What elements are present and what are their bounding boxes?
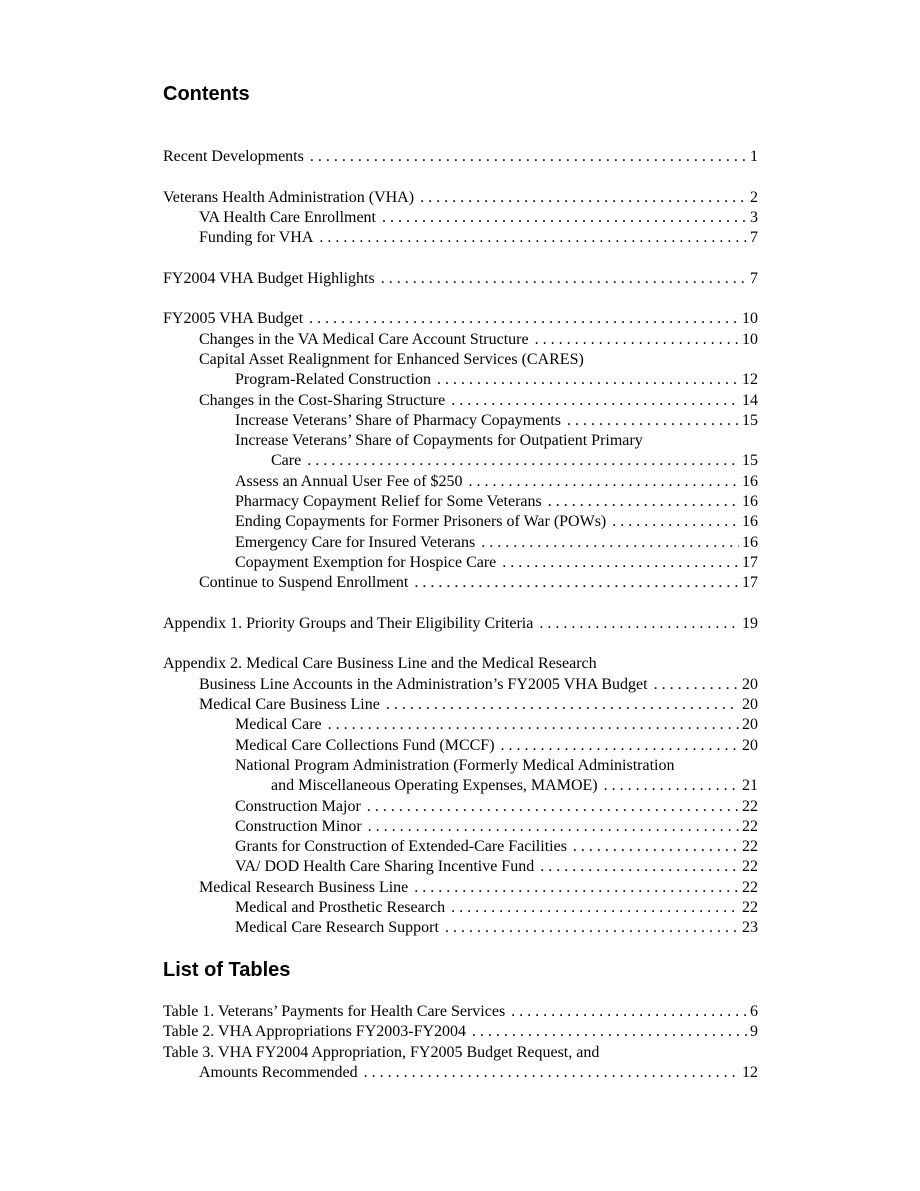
toc-entry[interactable]: Medical Care Research Support . . . 23	[163, 918, 758, 938]
toc-entry[interactable]: Changes in the VA Medical Care Account Structure . . . 10	[163, 330, 758, 350]
toc-entry[interactable]: Veterans Health Administration (VHA) . . . 2	[163, 188, 758, 208]
toc-entry[interactable]: Emergency Care for Insured Veterans . . . 16	[163, 533, 758, 553]
table-entry-continued[interactable]: Table 3. VHA FY2004 Appropriation, FY2005 Budget Request, and	[163, 1043, 600, 1061]
toc-entry[interactable]: Medical Research Business Line . . . 22	[163, 878, 758, 898]
toc-entry[interactable]: Copayment Exemption for Hospice Care . . . 17	[163, 553, 758, 573]
toc-entry[interactable]: Construction Major . . . 22	[163, 797, 758, 817]
toc-entry[interactable]: Medical Care Business Line . . . 20	[163, 695, 758, 715]
toc-entry[interactable]: FY2005 VHA Budget . . . 10	[163, 309, 758, 329]
table-entry[interactable]: Amounts Recommended . . . 12	[163, 1063, 758, 1083]
list-of-tables-heading: List of Tables	[163, 959, 291, 981]
toc-entry[interactable]: Medical Care . . . 20	[163, 715, 758, 735]
toc-entry-continued[interactable]: Increase Veterans’ Share of Copayments for Outpatient Primary	[235, 432, 643, 450]
toc-entry-continued[interactable]: Appendix 2. Medical Care Business Line and the Medical Research	[163, 655, 597, 673]
contents-list	[163, 147, 758, 939]
toc-entry-continued[interactable]: National Program Administration (Formerly Medical Administration	[235, 756, 675, 774]
toc-entry[interactable]: Appendix 1. Priority Groups and Their Eligibility Criteria . . . 19	[163, 614, 758, 634]
toc-entry[interactable]: Recent Developments . . . 1	[163, 147, 758, 167]
toc-entry[interactable]: Business Line Accounts in the Administration’s FY2005 VHA Budget . . . 20	[163, 675, 758, 695]
toc-entry[interactable]: Program-Related Construction . . . 12	[163, 370, 758, 390]
toc-entry[interactable]: Pharmacy Copayment Relief for Some Veterans . . . 16	[163, 492, 758, 512]
toc-entry[interactable]: Medical Care Collections Fund (MCCF) . . . 20	[163, 736, 758, 756]
contents-heading: Contents	[163, 83, 250, 105]
toc-entry[interactable]: Medical and Prosthetic Research . . . 22	[163, 898, 758, 918]
table-entry[interactable]: Table 2. VHA Appropriations FY2003-FY2004 . . . 9	[163, 1022, 758, 1042]
toc-entry[interactable]: Changes in the Cost-Sharing Structure . . . 14	[163, 391, 758, 411]
toc-entry[interactable]: VA Health Care Enrollment . . . 3	[163, 208, 758, 228]
tables-list	[163, 1002, 758, 1083]
toc-entry-continued[interactable]: Capital Asset Realignment for Enhanced Services (CARES)	[199, 350, 584, 368]
toc-entry[interactable]: Continue to Suspend Enrollment . . . 17	[163, 573, 758, 593]
toc-entry[interactable]: Construction Minor . . . 22	[163, 817, 758, 837]
table-entry[interactable]: Table 1. Veterans’ Payments for Health Care Services . . . 6	[163, 1002, 758, 1022]
toc-entry[interactable]: Increase Veterans’ Share of Pharmacy Copayments . . . 15	[163, 411, 758, 431]
toc-entry[interactable]: Funding for VHA . . . 7	[163, 228, 758, 248]
toc-entry[interactable]: and Miscellaneous Operating Expenses, MAMOE) . . . 21	[163, 776, 758, 796]
toc-entry[interactable]: Ending Copayments for Former Prisoners of War (POWs) . . . 16	[163, 512, 758, 532]
toc-entry[interactable]: Assess an Annual User Fee of $250 . . . 16	[163, 472, 758, 492]
toc-entry[interactable]: VA/ DOD Health Care Sharing Incentive Fund . . . 22	[163, 857, 758, 877]
toc-entry[interactable]: FY2004 VHA Budget Highlights . . . 7	[163, 269, 758, 289]
toc-entry[interactable]: Grants for Construction of Extended-Care Facilities . . . 22	[163, 837, 758, 857]
toc-entry[interactable]: Care . . . 15	[163, 451, 758, 471]
